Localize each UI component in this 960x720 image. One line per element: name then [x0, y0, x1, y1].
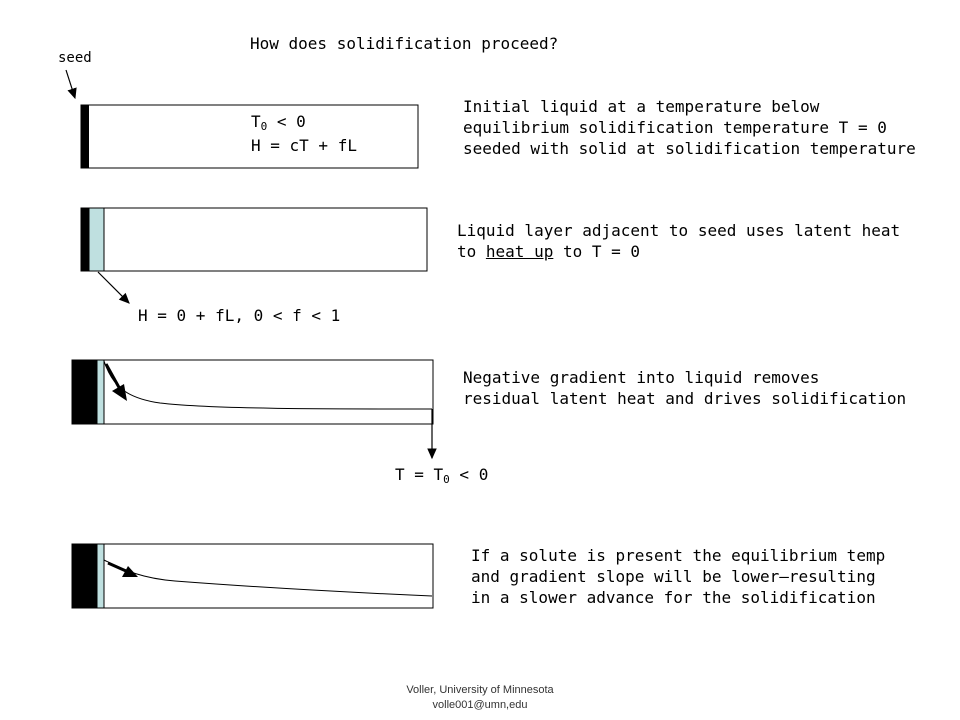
panel2-description: [457, 220, 900, 262]
panel2-enthalpy-label: H = 0 + fL, 0 < f < 1: [138, 306, 341, 325]
footer: [0, 683, 960, 713]
panel3-solid: [72, 360, 97, 424]
panel4-desc-line: If a solute is present the equilibrium temp: [471, 546, 886, 565]
panel4-description: [471, 545, 885, 608]
seed-label: seed: [58, 50, 92, 66]
panel3-description: [463, 367, 906, 409]
panel2-mushy-layer: [89, 208, 104, 271]
seed-pointer-arrow: [66, 70, 75, 98]
panel1-bar: [81, 105, 418, 168]
panel2-bar: [81, 208, 427, 271]
panel4-mushy-layer: [97, 544, 104, 608]
panel1-description: [463, 96, 916, 159]
footer-author: Voller, University of Minnesota: [406, 684, 554, 696]
panel3-desc-line: residual latent heat and drives solidification: [463, 389, 907, 408]
panel4-desc-line: and gradient slope will be lower—resulting: [471, 567, 876, 586]
panel1-temperature-eq: $T_0 < 0$: [251, 112, 306, 133]
panel2-desc-line: Liquid layer adjacent to seed uses latent heat: [457, 221, 901, 240]
panel3-temp-label: $T = T_0 < 0$: [395, 465, 489, 486]
panel1-desc-line: equilibrium solidification temperature T = 0: [463, 118, 887, 137]
footer-email: volle001@umn,edu: [432, 699, 528, 711]
panel2-desc-line: to heat up to T = 0: [457, 242, 641, 261]
panel1-enthalpy-eq: H = cT + fL: [251, 136, 357, 155]
panel2-enthalpy-arrow: [98, 272, 129, 303]
panel2-seed-solid: [81, 208, 89, 271]
slide-title: How does solidification proceed?: [250, 34, 559, 53]
panel4-solid: [72, 544, 97, 608]
heat-up-underlined: heat up: [485, 242, 554, 261]
panel1-seed-solid: [81, 105, 89, 168]
panel3-bar: [72, 360, 433, 424]
panel4-bar: [72, 544, 433, 608]
panel1-desc-line: Initial liquid at a temperature below: [463, 97, 820, 116]
panel3-desc-line: Negative gradient into liquid removes: [463, 368, 820, 387]
panel4-desc-line: in a slower advance for the solidification: [471, 588, 876, 607]
panel3-mushy-layer: [97, 360, 104, 424]
panel1-desc-line: seeded with solid at solidification temperature: [463, 139, 916, 158]
